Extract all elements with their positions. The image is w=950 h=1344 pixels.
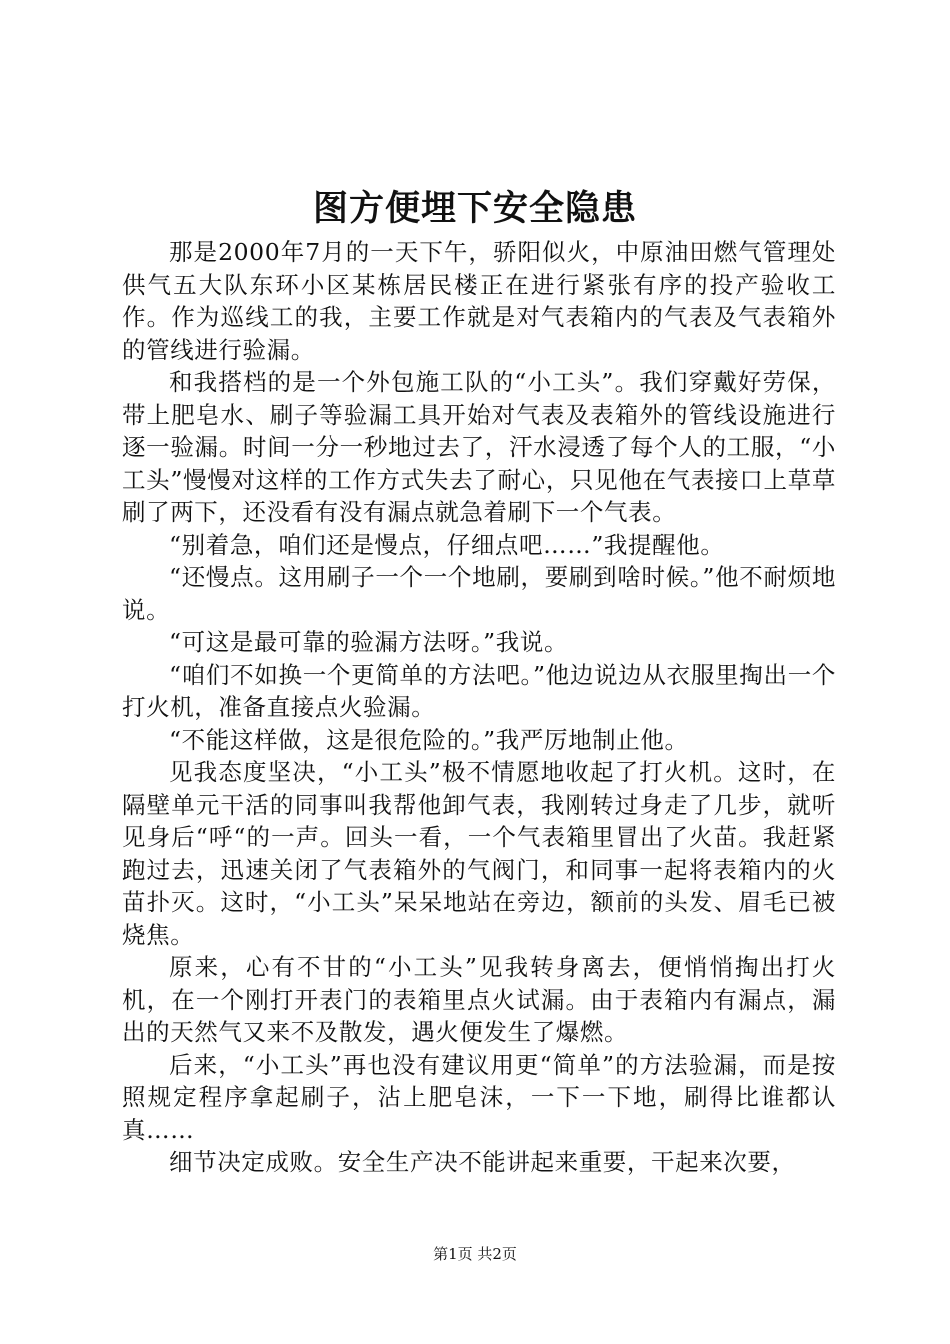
paragraph: “可这是最可靠的验漏方法呀。”我说。 <box>169 628 569 656</box>
paragraph: 那是2000年7月的一天下午，骄阳似火，中原油田燃气管理处供气五大队东环小区某栋居民楼正在进行紧张有序的投产验收工作。作为巡线工的我，主要工作就是对气表箱内的气表及气表箱外的管线进行验漏。 <box>122 238 836 364</box>
page-number-footer: 第1页 共2页 <box>433 1245 517 1263</box>
paragraph: 和我搭档的是一个外包施工队的“小工头”。我们穿戴好劳保，带上肥皂水、刷子等验漏工具开始对气表及表箱外的管线设施进行逐一验漏。时间一分一秒地过去了，汗水浸透了每个人的工服，“小工头”慢慢对这样的工作方式失去了耐心，只见他在气表接口上草草刷了两下，还没看有没有漏点就急着刷下一个气表。 <box>122 368 836 526</box>
paragraph: 见我态度坚决，“小工头”极不情愿地收起了打火机。这时，在隔壁单元干活的同事叫我帮他卸气表，我刚转过身走了几步，就听见身后“呼“的一声。回头一看，一个气表箱里冒出了火苗。我赶紧跑过去，迅速关闭了气表箱外的气阀门，和同事一起将表箱内的火苗扑灭。这时，“小工头”呆呆地站在旁边，额前的头发、眉毛已被烧焦。 <box>122 758 836 949</box>
paragraph: “别着急，咱们还是慢点，仔细点吧……”我提醒他。 <box>169 530 725 559</box>
paragraph: “咱们不如换一个更简单的方法吧。”他边说边从衣服里掏出一个打火机，准备直接点火验漏。 <box>122 660 836 721</box>
paragraph: “还慢点。这用刷子一个一个地刷，要刷到啥时候。”他不耐烦地说。 <box>122 563 836 624</box>
paragraph: 后来，“小工头”再也没有建议用更“简单”的方法验漏，而是按照规定程序拿起刷子，沾上肥皂沫，一下一下地，刷得比谁都认真…… <box>122 1050 836 1144</box>
paragraph: 细节决定成败。安全生产决不能讲起来重要，干起来次要， <box>169 1148 796 1176</box>
document-body <box>122 236 836 1179</box>
paragraph: 原来，心有不甘的“小工头”见我转身离去，便悄悄掏出打火机，在一个刚打开表门的表箱里点火试漏。由于表箱内有漏点，漏出的天然气又来不及散发，遇火便发生了爆燃。 <box>122 953 836 1046</box>
paragraph: “不能这样做，这是很危险的。”我严厉地制止他。 <box>169 725 689 754</box>
document-title: 图方便埋下安全隐患 <box>312 188 637 229</box>
